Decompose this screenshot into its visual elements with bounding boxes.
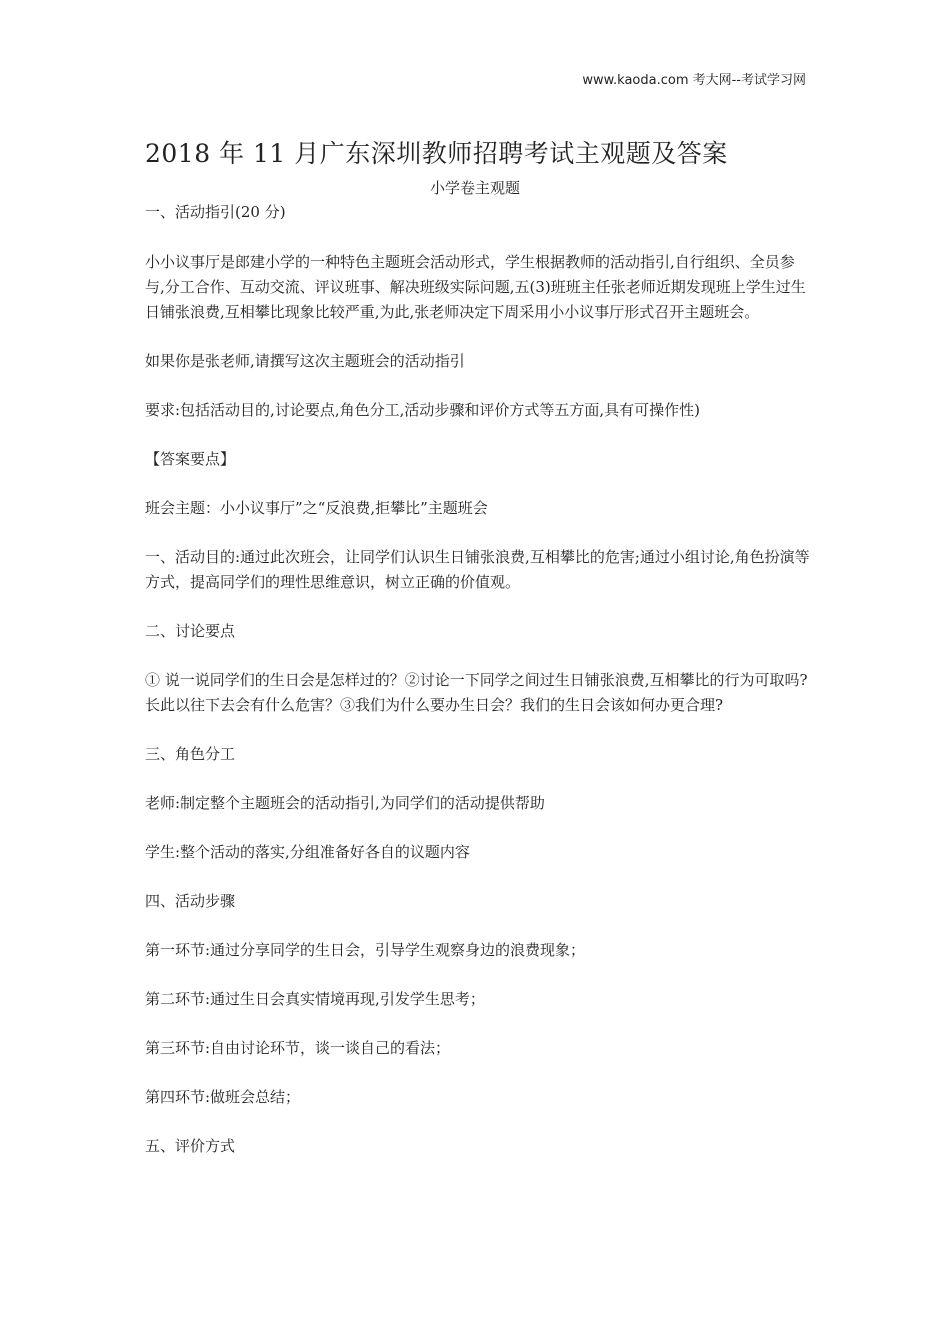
document-title: 2018 年 11 月广东深圳教师招聘考试主观题及答案 [145,139,728,168]
document-subtitle: 小学卷主观题 [429,179,520,197]
paragraph-student-role: 学生:整个活动的落实,分组准备好各自的议题内容 [145,843,470,861]
site-header: www.kaoda.com 考大网--考试学习网 [582,73,806,88]
paragraph-step-2: 第二环节:通过生日会真实情境再现,引发学生思考； [145,990,485,1008]
paragraph-background: 小小议事厅是郎建小学的一种特色主题班会活动形式，学生根据教师的活动指引,自行组织、全员参与,分工合作、互动交流、评议班事、解决班级实际问题,五(3)班班主任张老师近期发现班上学生过生日铺张浪费,互相攀比现象比较严重,为此,张老师决定下周采用小小议事厅形式召开主题班会。 [145,253,806,321]
answer-heading: 【答案要点】 [145,450,236,468]
section-heading-activity-guide: 一、活动指引(20 分) [145,203,286,221]
paragraph-discussion-points: ① 说一说同学们的生日会是怎样过的？②讨论一下同学之间过生日铺张浪费,互相攀比的行为可取吗?长此以往下去会有什么危害？③我们为什么要办生日会？我们的生日会该如何办更合理? [145,671,808,714]
section-heading-roles: 三、角色分工 [145,745,236,763]
paragraph-question: 如果你是张老师,请撰写这次主题班会的活动指引 [145,352,465,370]
section-heading-steps: 四、活动步骤 [145,892,236,910]
paragraph-step-1: 第一环节:通过分享同学的生日会，引导学生观察身边的浪费现象； [145,941,586,959]
paragraph-step-3: 第三环节:自由讨论环节，谈一谈自己的看法； [145,1039,451,1057]
paragraph-purpose: 一、活动目的:通过此次班会，让同学们认识生日铺张浪费,互相攀比的危害;通过小组讨论,角色扮演等方式，提高同学们的理性思维意识，树立正确的价值观。 [145,548,810,591]
document-body [145,200,810,1183]
paragraph-step-4: 第四环节:做班会总结； [145,1088,301,1106]
paragraph-requirements: 要求:包括活动目的,讨论要点,角色分工,活动步骤和评价方式等五方面,具有可操作性) [145,401,700,419]
paragraph-teacher-role: 老师:制定整个主题班会的活动指引,为同学们的活动提供帮助 [145,794,545,812]
section-heading-discussion: 二、讨论要点 [145,622,236,640]
section-heading-evaluation: 五、评价方式 [145,1137,236,1155]
paragraph-theme: 班会主题：小小议事厅”之“反浪费,拒攀比”主题班会 [145,499,488,517]
